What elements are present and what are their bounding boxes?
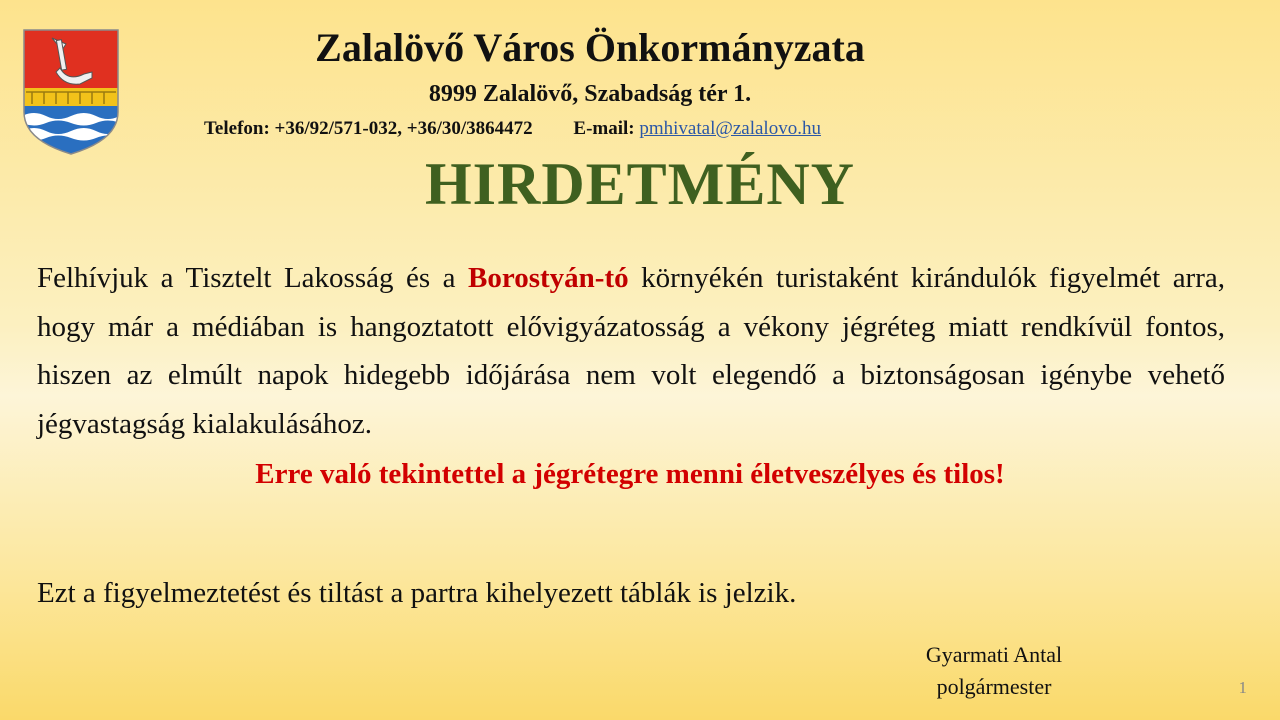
municipality-title: Zalalövő Város Önkormányzata [315,25,865,70]
signatory-name: Gyarmati Antal [925,642,1063,667]
lake-name-highlight: Borostyán-tó [468,262,629,294]
contact-line [204,118,821,140]
signage-note: Ezt a figyelmeztetést és tiltást a partra kihelyezett táblák is jelzik. [37,577,797,609]
paragraph-text-rest: környékén turistaként kirándulók figyelmét arra, hogy már a médiában is hangoztatott elővigyázatosság a vékony jégréteg miatt rendkívül fontos, hiszen az elmúlt napok hidegebb időjárása nem volt elegendő a biztonságosan igénybe vehető jégvastagság kialakulásához. [37,262,1225,440]
danger-warning: Erre való tekintettel a jégrétegre menni életveszélyes és tilos! [255,458,1005,490]
signatory-role: polgármester [936,674,1052,699]
paragraph-text-start: Felhívjuk a Tisztelt Lakosság és a [37,262,469,294]
coat-of-arms-emblem [22,28,120,156]
page-number: 1 [1238,678,1247,697]
signature-block [894,639,1094,703]
municipality-address: 8999 Zalalövő, Szabadság tér 1. [428,81,752,107]
email-label: E-mail: [573,118,635,139]
phone-label: Telefon: [204,118,270,139]
notice-paragraph [37,254,1225,448]
notice-title: HIRDETMÉNY [424,151,856,217]
phone-numbers: +36/92/571-032, +36/30/3864472 [274,118,533,139]
email-link[interactable]: pmhivatal@zalalovo.hu [639,118,821,139]
